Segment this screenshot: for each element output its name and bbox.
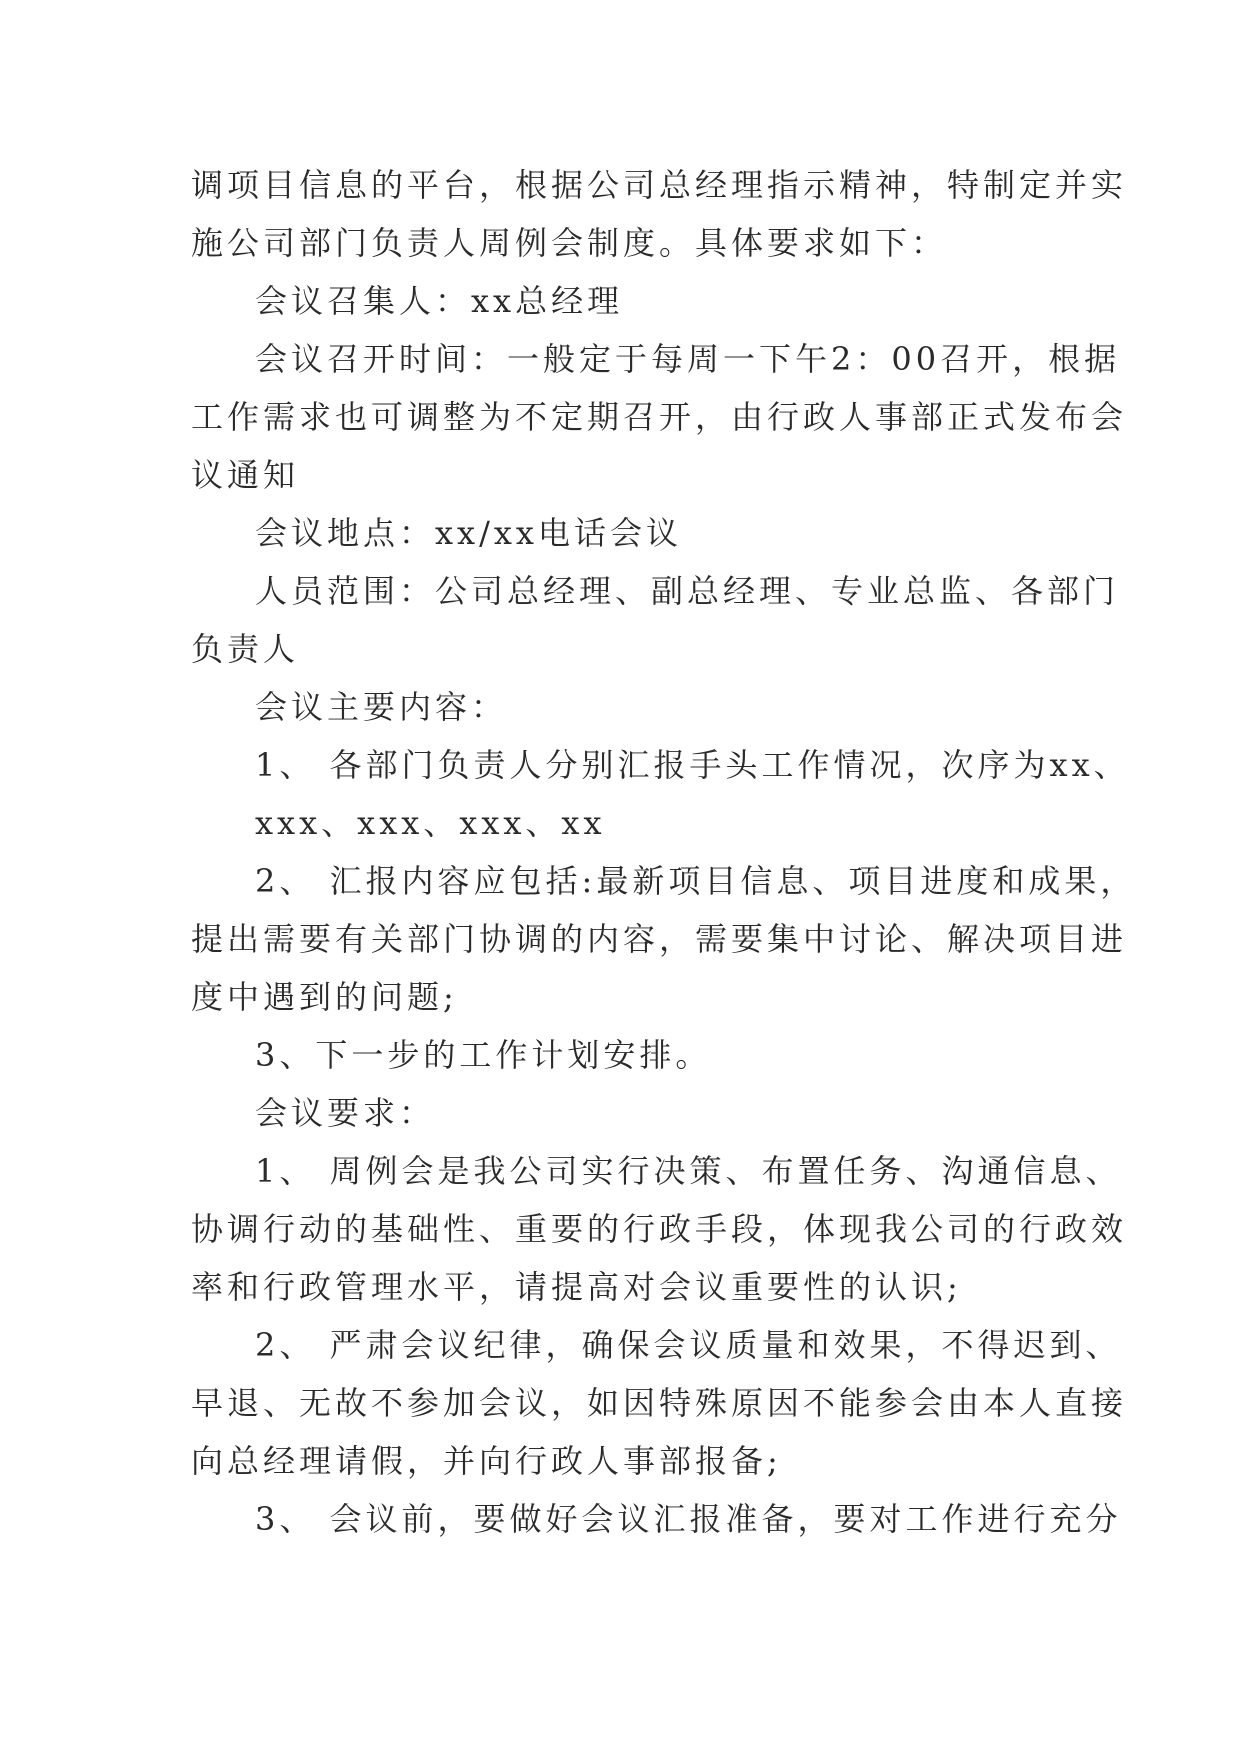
body-line: 会议地点：xx/xx电话会议 (255, 514, 682, 552)
body-line: 3、 会议前，要做好会议汇报准备，要对工作进行充分 (255, 1500, 1122, 1538)
body-line: 1、 各部门负责人分别汇报手头工作情况，次序为xx、 (255, 746, 1130, 784)
body-line: 2、 严肃会议纪律，确保会议质量和效果，不得迟到、 (255, 1326, 1122, 1364)
body-line: 负责人 (191, 630, 300, 668)
body-line: 施公司部门负责人周例会制度。具体要求如下： (191, 224, 948, 262)
body-line: 工作需求也可调整为不定期召开，由行政人事部正式发布会 (191, 398, 1128, 436)
body-line: 协调行动的基础性、重要的行政手段，体现我公司的行政效 (191, 1210, 1128, 1248)
body-line: 向总经理请假，并向行政人事部报备; (191, 1442, 782, 1480)
body-line: 度中遇到的问题; (191, 978, 458, 1016)
body-line: 人员范围：公司总经理、副总经理、专业总监、各部门 (255, 572, 1120, 610)
body-line: 早退、无故不参加会议，如因特殊原因不能参会由本人直接 (191, 1384, 1128, 1422)
body-line: 1、 周例会是我公司实行决策、布置任务、沟通信息、 (255, 1152, 1122, 1190)
body-line: 议通知 (191, 456, 300, 494)
body-line: 会议要求： (255, 1094, 436, 1132)
document-body (191, 156, 1137, 1548)
body-line: 提出需要有关部门协调的内容，需要集中讨论、解决项目进 (191, 920, 1128, 958)
body-line: 3、下一步的工作计划安排。 (255, 1036, 712, 1074)
body-line: xxx、xxx、xxx、xx (255, 804, 606, 842)
body-line: 会议召开时间：一般定于每周一下午2：00召开，根据 (255, 340, 1121, 378)
body-line: 调项目信息的平台，根据公司总经理指示精神，特制定并实 (191, 166, 1128, 204)
body-line: 会议主要内容： (255, 688, 508, 726)
body-line: 会议召集人：xx总经理 (255, 282, 624, 320)
body-line: 2、 汇报内容应包括:最新项目信息、项目进度和成果， (255, 862, 1137, 900)
body-line: 率和行政管理水平，请提高对会议重要性的认识; (191, 1268, 962, 1306)
